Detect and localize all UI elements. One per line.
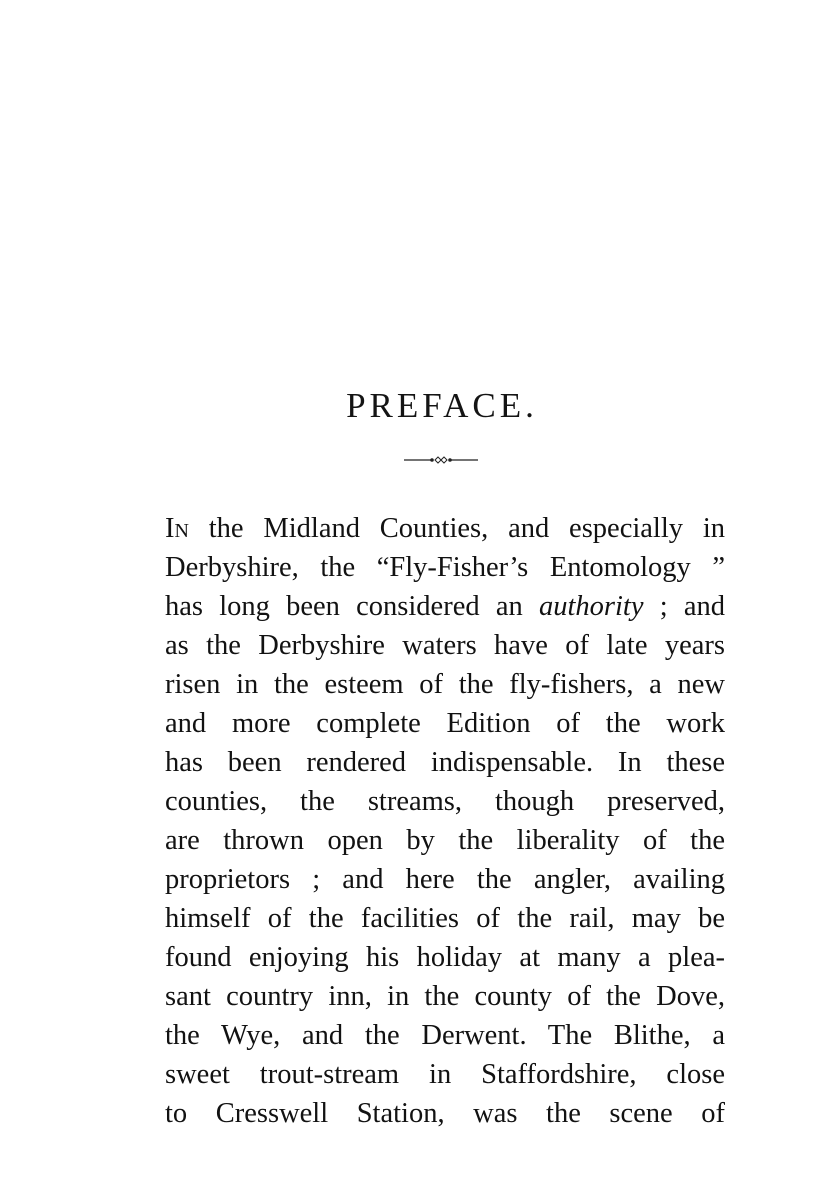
line-3-tail: ; and bbox=[643, 591, 725, 622]
ornament-rule-icon bbox=[404, 452, 478, 468]
text-line-15: sweet trout-stream in Staffordshire, close bbox=[165, 1059, 725, 1090]
text-line-2: Derbyshire, the “Fly-Fisher’s Entomology ” bbox=[165, 552, 725, 583]
text-line-16: to Cresswell Station, was the scene of bbox=[165, 1098, 725, 1129]
text-line-1 bbox=[165, 509, 725, 548]
line-3-text: has long been considered an bbox=[165, 591, 523, 622]
text-line-3 bbox=[165, 587, 725, 626]
drop-word: In bbox=[165, 513, 189, 544]
text-line-6: and more complete Edition of the work bbox=[165, 708, 725, 739]
text-line-5: risen in the esteem of the fly-fishers, a new bbox=[165, 669, 725, 700]
text-line-9: are thrown open by the liberality of the bbox=[165, 825, 725, 856]
text-line-13: sant country inn, in the county of the Dove, bbox=[165, 981, 725, 1012]
text-line-14: the Wye, and the Derwent. The Blithe, a bbox=[165, 1020, 725, 1051]
preface-body bbox=[165, 509, 725, 1133]
line-1-text: the Midland Counties, and especially in bbox=[188, 513, 725, 544]
text-line-12: found enjoying his holiday at many a plea- bbox=[165, 942, 725, 973]
text-line-11: himself of the facilities of the rail, may be bbox=[165, 903, 725, 934]
text-line-4: as the Derbyshire waters have of late years bbox=[165, 630, 725, 661]
line-3-italic: authority bbox=[538, 591, 644, 622]
text-line-7: has been rendered indispensable. In these bbox=[165, 747, 725, 778]
chapter-heading: PREFACE. bbox=[346, 386, 538, 425]
text-line-10: proprietors ; and here the angler, availing bbox=[165, 864, 725, 895]
text-line-8: counties, the streams, though preserved, bbox=[165, 786, 725, 817]
